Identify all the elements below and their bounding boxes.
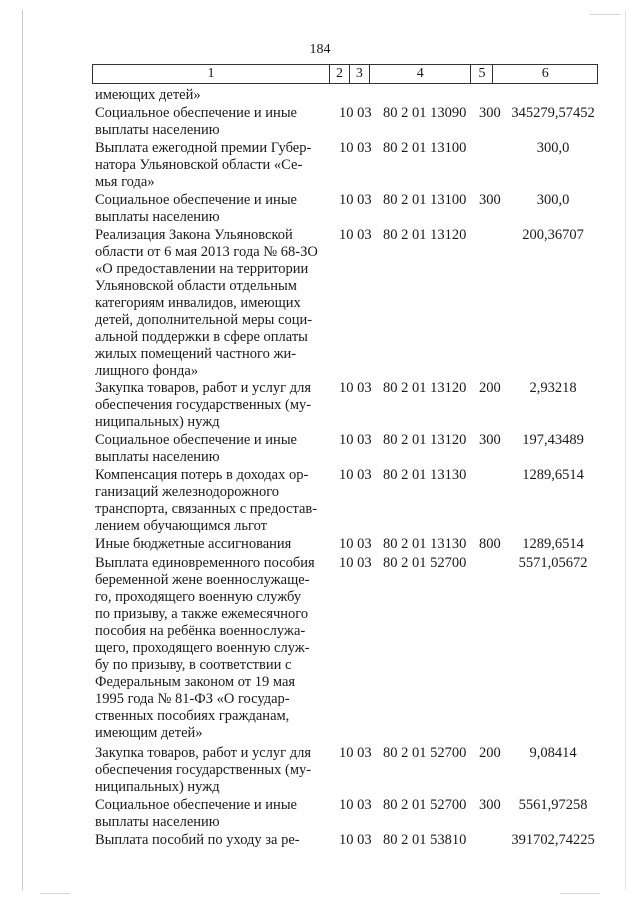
description-line: по призыву, а также ежемесячного <box>95 606 309 622</box>
description-line: бу по призыву, в соответствии с <box>95 657 292 673</box>
description-line: лищного фонда» <box>95 363 199 379</box>
row-section-code: 10 03 <box>339 380 372 396</box>
row-section-code: 10 03 <box>339 745 372 761</box>
description-line: области от 6 мая 2013 года № 68-ЗО <box>95 244 318 260</box>
row-description <box>95 380 335 431</box>
row-description <box>95 536 335 553</box>
description-line: выплаты населению <box>95 449 220 465</box>
description-line: Ульяновской области отдельным <box>95 278 297 294</box>
row-target-code: 80 2 01 13130 <box>383 467 467 483</box>
row-section-code: 10 03 <box>339 467 372 483</box>
row-section-code: 10 03 <box>339 192 372 208</box>
description-line: Реализация Закона Ульяновской <box>95 227 293 243</box>
row-target-code: 80 2 01 13100 <box>383 140 467 156</box>
description-line: ственных пособиях гражданам, <box>95 708 290 724</box>
row-expense-type: 300 <box>479 432 501 448</box>
row-description <box>95 105 335 139</box>
row-description <box>95 432 335 466</box>
description-line: обеспечения государственных (му- <box>95 397 312 413</box>
scan-right-edge <box>625 10 626 890</box>
row-amount: 1289,6514 <box>522 467 584 483</box>
row-description <box>95 467 335 535</box>
row-expense-type: 200 <box>479 380 501 396</box>
scan-left-edge <box>22 10 23 890</box>
row-target-code: 80 2 01 52700 <box>383 745 467 761</box>
row-section-code: 10 03 <box>339 536 372 552</box>
description-line: лением обучающимся льгот <box>95 518 267 534</box>
description-line: категориям инвалидов, имеющих <box>95 295 301 311</box>
description-line: го, проходящего военную службу <box>95 589 302 605</box>
description-line: альной поддержки в сфере оплаты <box>95 329 308 345</box>
description-line: Компенсация потерь в доходах ор- <box>95 467 309 483</box>
row-target-code: 80 2 01 13120 <box>383 380 467 396</box>
row-target-code: 80 2 01 13100 <box>383 192 467 208</box>
description-line: ниципальных) нужд <box>95 414 220 430</box>
description-line: 1995 года № 81-ФЗ «О государ- <box>95 691 290 707</box>
row-amount: 5571,05672 <box>518 555 588 571</box>
description-line: детей, дополнительной меры соци- <box>95 312 313 328</box>
description-line: имеющим детей» <box>95 725 203 741</box>
row-amount: 2,93218 <box>529 380 577 396</box>
description-line: транспорта, связанных с предостав- <box>95 501 318 517</box>
row-amount: 345279,57452 <box>511 105 595 121</box>
header-col-6: 6 <box>541 66 549 81</box>
row-description <box>95 555 335 742</box>
description-line: Социальное обеспечение и иные <box>95 797 297 813</box>
row-target-code: 80 2 01 13120 <box>383 432 467 448</box>
description-line: пособия на ребёнка военнослужа- <box>95 623 306 639</box>
row-target-code: 80 2 01 13120 <box>383 227 467 243</box>
row-amount: 391702,74225 <box>511 832 595 848</box>
row-amount: 1289,6514 <box>522 536 584 552</box>
row-expense-type: 300 <box>479 192 501 208</box>
row-description <box>95 832 335 849</box>
row-section-code: 10 03 <box>339 555 372 571</box>
page-number: 184 <box>309 42 331 57</box>
table-header <box>92 64 598 84</box>
description-line: Закупка товаров, работ и услуг для <box>95 380 312 396</box>
row-expense-type: 300 <box>479 105 501 121</box>
description-line: выплаты населению <box>95 122 220 138</box>
header-col-4: 4 <box>370 65 472 83</box>
description-line: Социальное обеспечение и иные <box>95 192 297 208</box>
row-description <box>95 192 335 226</box>
header-col-2: 2 <box>330 65 350 83</box>
row-description <box>95 140 335 191</box>
row-expense-type: 300 <box>479 797 501 813</box>
row-section-code: 10 03 <box>339 832 372 848</box>
header-col-3: 3 <box>350 65 370 83</box>
row-target-code: 80 2 01 52700 <box>383 555 467 571</box>
header-col-5: 5 <box>471 65 493 83</box>
row-target-code: 80 2 01 13090 <box>383 105 467 121</box>
row-target-code: 80 2 01 13130 <box>383 536 467 552</box>
row-amount: 300,0 <box>536 192 570 208</box>
description-line: выплаты населению <box>95 814 220 830</box>
row-amount: 300,0 <box>536 140 570 156</box>
description-line: щего, проходящего военную служ- <box>95 640 310 656</box>
row-expense-type: 200 <box>479 745 501 761</box>
description-line: Социальное обеспечение и иные <box>95 105 297 121</box>
row-section-code: 10 03 <box>339 140 372 156</box>
description-line: жилых помещений частного жи- <box>95 346 297 362</box>
row-description <box>95 797 335 831</box>
description-line: мья года» <box>95 174 155 190</box>
description-line: имеющих детей» <box>95 87 201 103</box>
row-expense-type: 800 <box>479 536 501 552</box>
description-line: «О предоставлении на территории <box>95 261 309 277</box>
row-description <box>95 227 335 380</box>
description-line: ганизаций железнодорожного <box>95 484 280 500</box>
description-line: Иные бюджетные ассигнования <box>95 536 292 552</box>
row-amount: 9,08414 <box>529 745 577 761</box>
row-section-code: 10 03 <box>339 105 372 121</box>
row-amount: 200,36707 <box>522 227 584 243</box>
row-amount: 197,43489 <box>522 432 584 448</box>
scan-mark-bottom-left <box>40 893 70 894</box>
row-section-code: 10 03 <box>339 432 372 448</box>
description-line: обеспечения государственных (му- <box>95 762 312 778</box>
description-line: Выплата пособий по уходу за ре- <box>95 832 300 848</box>
description-line: Социальное обеспечение и иные <box>95 432 297 448</box>
row-target-code: 80 2 01 53810 <box>383 832 467 848</box>
scan-mark-top <box>590 14 620 15</box>
description-line: ниципальных) нужд <box>95 779 220 795</box>
description-line: Федеральным законом от 19 мая <box>95 674 296 690</box>
row-section-code: 10 03 <box>339 227 372 243</box>
row-amount: 5561,97258 <box>518 797 588 813</box>
description-line: Закупка товаров, работ и услуг для <box>95 745 312 761</box>
row-target-code: 80 2 01 52700 <box>383 797 467 813</box>
description-line: Выплата ежегодной премии Губер- <box>95 140 312 156</box>
description-line: Выплата единовременного пособия <box>95 555 315 571</box>
row-description <box>95 87 335 104</box>
header-col-1: 1 <box>93 65 330 83</box>
row-section-code: 10 03 <box>339 797 372 813</box>
scan-mark-bottom-right <box>560 893 600 894</box>
row-description <box>95 745 335 796</box>
description-line: натора Ульяновской области «Се- <box>95 157 303 173</box>
description-line: выплаты населению <box>95 209 220 225</box>
description-line: беременной жене военнослужаще- <box>95 572 310 588</box>
